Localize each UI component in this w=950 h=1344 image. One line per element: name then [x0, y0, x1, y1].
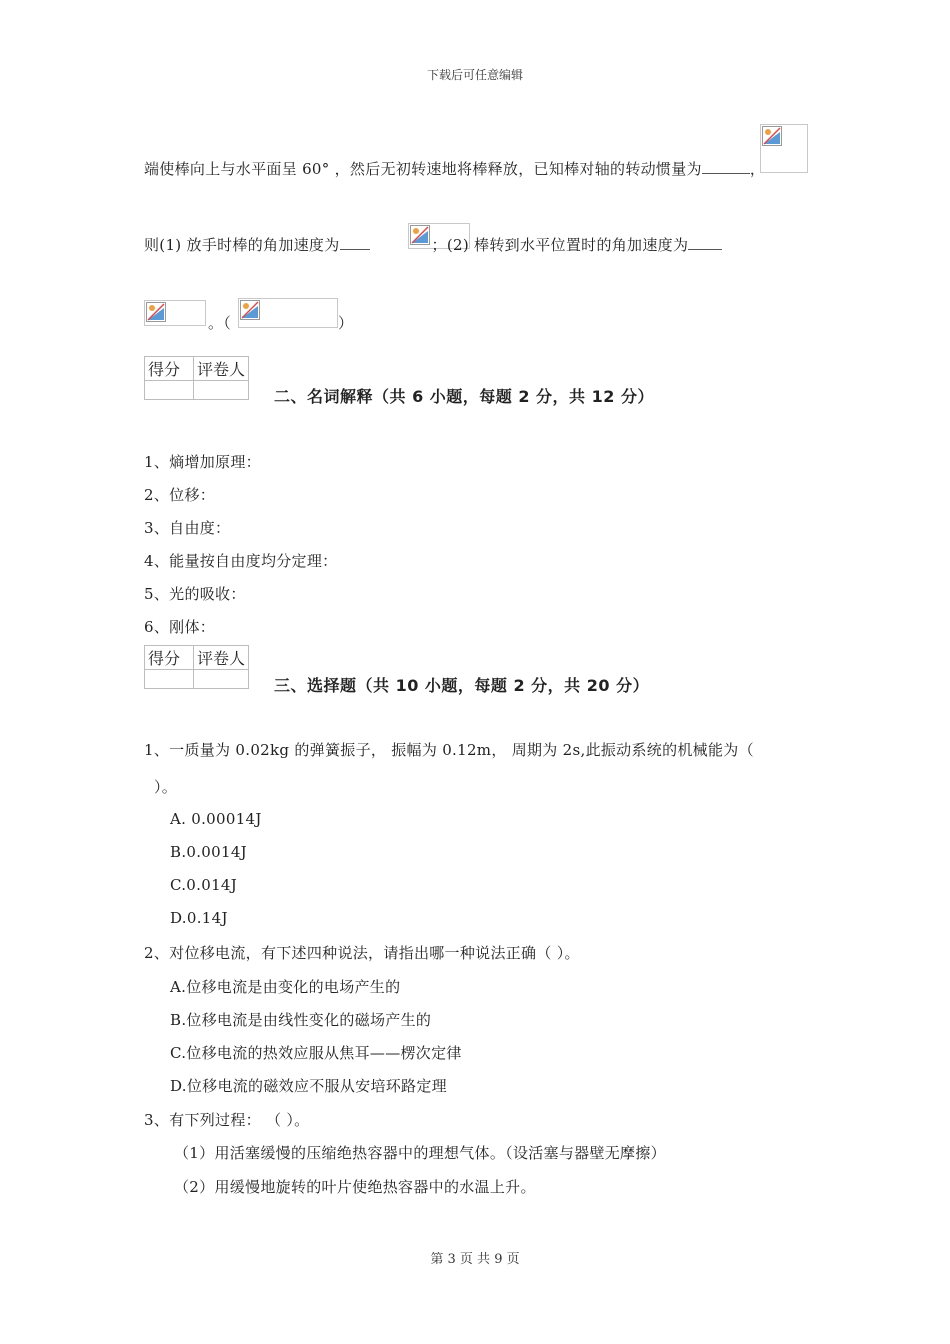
option-d: D.位移电流的磁效应不服从安培环路定理: [170, 1077, 447, 1095]
term-item: 5、光的吸收：: [144, 585, 246, 603]
term-item: 6、刚体：: [144, 618, 216, 636]
term-item: 4、能量按自由度均分定理：: [144, 552, 338, 570]
score-cell: [145, 670, 194, 689]
option-b: B.0.0014J: [170, 843, 247, 861]
broken-image-icon: [762, 126, 782, 146]
option-c: C.位移电流的热效应服从焦耳——楞次定律: [170, 1044, 462, 1062]
page-footer: 第 3 页 共 9 页: [430, 1252, 520, 1267]
grader-cell: [194, 381, 249, 400]
term-item: 2、位移：: [144, 486, 216, 504]
section-title-3: 三、选择题（共 10 小题，每题 2 分，共 20 分）: [274, 676, 650, 695]
question-3-stem: 3、有下列过程： （ ）。: [144, 1111, 310, 1129]
answer-blank: [688, 235, 722, 250]
question-text-line-3a: 。（: [208, 314, 232, 332]
section-title-2: 二、名词解释（共 6 小题，每题 2 分，共 12 分）: [274, 387, 654, 406]
option-a: A.位移电流是由变化的电场产生的: [170, 978, 401, 996]
question-text: ；(2) 棒转到水平位置时的角加速度为: [431, 236, 689, 254]
grader-cell: [194, 670, 249, 689]
question-text-line-1: [144, 158, 765, 179]
grader-label: 评卷人: [194, 357, 249, 381]
process-item: （1）用活塞缓慢的压缩绝热容器中的理想气体。（设活塞与器壁无摩擦）: [174, 1144, 666, 1162]
score-box: [144, 645, 249, 689]
process-item: （2）用缓慢地旋转的叶片使绝热容器中的水温上升。: [174, 1178, 536, 1196]
question-text-line-2: [144, 234, 722, 255]
formula-image-inertia: [760, 124, 808, 173]
score-cell: [145, 381, 194, 400]
question-1-stem: 1、一质量为 0.02kg 的弹簧振子， 振幅为 0.12m， 周期为 2s,此振动系统的机械能为（: [144, 741, 754, 759]
answer-blank: [702, 159, 750, 174]
term-item: 3、自由度：: [144, 519, 231, 537]
answer-blank: [340, 235, 370, 250]
option-c: C.0.014J: [170, 876, 238, 894]
question-text: 则(1) 放手时棒的角加速度为: [144, 236, 340, 254]
question-text-line-3b: ）: [338, 314, 354, 332]
formula-image-blank-3: [238, 298, 338, 328]
option-b: B.位移电流是由线性变化的磁场产生的: [170, 1011, 432, 1029]
grader-label: 评卷人: [194, 646, 249, 670]
question-2-stem: 2、对位移电流，有下述四种说法，请指出哪一种说法正确（ ）。: [144, 944, 580, 962]
broken-image-icon: [146, 302, 166, 322]
score-box: [144, 356, 249, 400]
broken-image-icon: [240, 300, 260, 320]
punctuation: ，: [749, 160, 766, 178]
page-header: 下载后可任意编辑: [426, 68, 523, 82]
formula-image-blank-2: [144, 300, 206, 326]
option-a: A. 0.00014J: [170, 810, 262, 828]
score-label: 得分: [145, 357, 194, 381]
term-item: 1、熵增加原理：: [144, 453, 261, 471]
question-text: 端使棒向上与水平面呈 60° ，然后无初转速地将棒释放，已知棒对轴的转动惯量为: [144, 160, 702, 178]
question-1-stem-end: ）。: [154, 778, 178, 796]
option-d: D.0.14J: [170, 909, 228, 927]
score-label: 得分: [145, 646, 194, 670]
